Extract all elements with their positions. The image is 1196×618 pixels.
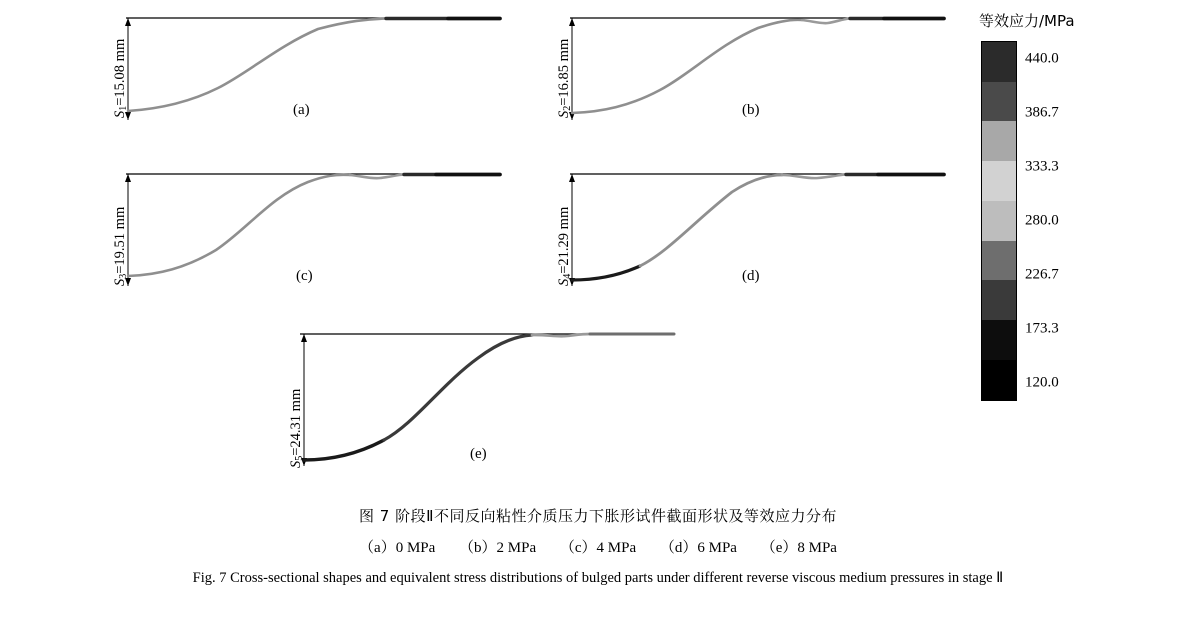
colorbar xyxy=(975,10,1185,401)
panel-b xyxy=(562,8,952,126)
colorbar-segment xyxy=(982,360,1016,400)
colorbar-segment xyxy=(982,241,1016,281)
panel-e-s-label xyxy=(288,389,305,468)
panel-c-plot xyxy=(118,164,508,292)
panel-e-plot xyxy=(292,322,682,472)
panel-a-s-symbol: S xyxy=(112,110,128,118)
colorbar-tick: 333.3 xyxy=(1025,158,1059,175)
panel-d-s-index: 4 xyxy=(562,273,573,279)
colorbar-segment xyxy=(982,161,1016,201)
panel-e-s-index: 5 xyxy=(294,455,305,461)
colorbar-segment xyxy=(982,280,1016,320)
colorbar-segment xyxy=(982,42,1016,82)
caption-cn-subtitle xyxy=(0,536,1196,557)
caption-item-c: （c）4 MPa xyxy=(559,540,637,556)
colorbar-segment xyxy=(982,121,1016,161)
panel-d xyxy=(562,164,952,292)
caption-block xyxy=(0,505,1196,589)
panel-a-s-label xyxy=(112,39,129,118)
colorbar-tick: 386.7 xyxy=(1025,104,1059,121)
colorbar-tick: 280.0 xyxy=(1025,212,1059,229)
panel-c xyxy=(118,164,508,292)
panel-b-s-value: =16.85 mm xyxy=(556,38,572,106)
panel-b-label: (b) xyxy=(742,102,760,118)
panel-a-s-index: 1 xyxy=(118,105,129,111)
colorbar-title: 等效应力/MPa xyxy=(979,12,1075,30)
panel-a-s-value: =15.08 mm xyxy=(112,38,128,106)
panel-d-s-label xyxy=(556,207,573,286)
colorbar-tick: 440.0 xyxy=(1025,50,1059,67)
colorbar-tick: 226.7 xyxy=(1025,266,1059,283)
colorbar-tick: 173.3 xyxy=(1025,320,1059,337)
caption-en-text: Fig. 7 Cross-sectional shapes and equivalent stress distributions of bulged parts under different reverse viscous medium pressures in stage Ⅱ xyxy=(192,570,1004,586)
caption-item-d: （d）6 MPa xyxy=(659,540,737,556)
colorbar-gradient xyxy=(981,41,1017,401)
panel-d-label: (d) xyxy=(742,268,760,284)
panel-a-label: (a) xyxy=(293,102,310,118)
panel-b-s-index: 2 xyxy=(562,105,573,111)
colorbar-segment xyxy=(982,82,1016,122)
panel-b-s-symbol: S xyxy=(556,110,572,118)
panel-d-s-symbol: S xyxy=(556,278,572,286)
panel-d-s-value: =21.29 mm xyxy=(556,206,572,274)
panel-c-label: (c) xyxy=(296,268,313,284)
panel-c-s-index: 3 xyxy=(118,273,129,279)
panel-a xyxy=(118,8,508,126)
caption-cn-title: 图 7 阶段Ⅱ不同反向粘性介质压力下胀形试件截面形状及等效应力分布 xyxy=(359,507,837,525)
panel-a-plot xyxy=(118,8,508,126)
caption-item-e: （e）8 MPa xyxy=(760,540,837,556)
colorbar-segment xyxy=(982,201,1016,241)
caption-item-b: （b）2 MPa xyxy=(459,540,537,556)
colorbar-tick-labels xyxy=(1025,41,1145,401)
colorbar-body xyxy=(975,41,1185,401)
panel-e-label: (e) xyxy=(470,446,487,462)
panel-e-s-symbol: S xyxy=(288,460,304,468)
panel-e-s-value: =24.31 mm xyxy=(288,388,304,456)
panel-c-s-symbol: S xyxy=(112,278,128,286)
colorbar-tick: 120.0 xyxy=(1025,374,1059,391)
panel-c-s-label xyxy=(112,207,129,286)
panel-e xyxy=(292,322,682,472)
caption-item-a: （a）0 MPa xyxy=(359,540,436,556)
colorbar-segment xyxy=(982,320,1016,360)
panel-c-s-value: =19.51 mm xyxy=(112,206,128,274)
panel-b-s-label xyxy=(556,39,573,118)
